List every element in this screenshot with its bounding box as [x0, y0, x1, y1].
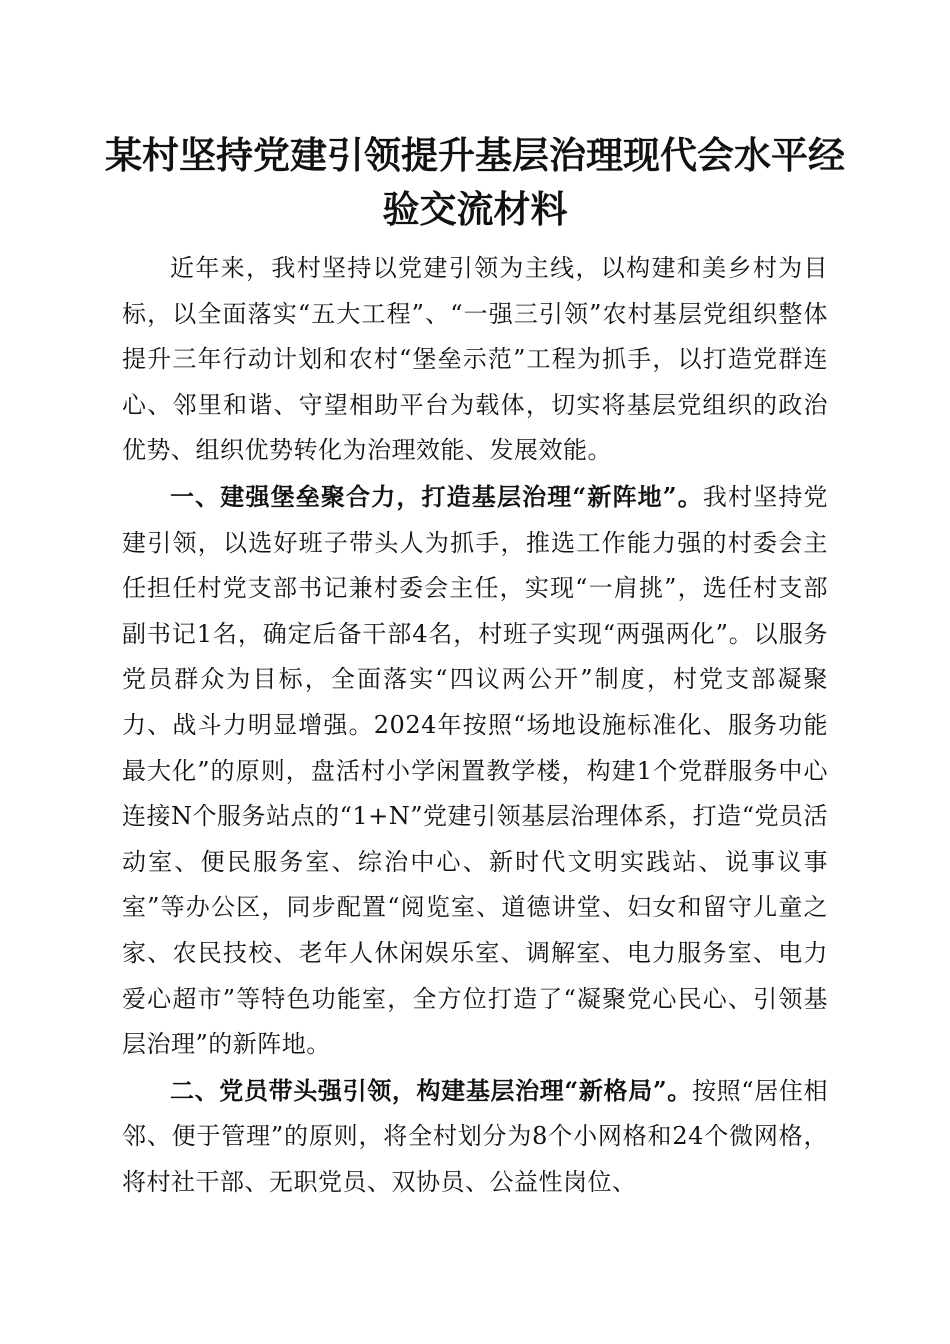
document-body — [122, 246, 828, 1205]
paragraph-section-1 — [122, 474, 828, 1068]
paragraph-intro-text: 近年来，我村坚持以党建引领为主线，以构建和美乡村为目标，以全面落实“五大工程”、“一强三引领”农村基层党组织整体提升三年行动计划和农村“堡垒示范”工程为抓手，以打造党群连心、邻里和谐、守望相助平台为载体，切实将基层党组织的政治优势、组织优势转化为治理效能、发展效能。 — [122, 254, 828, 465]
paragraph-intro — [122, 246, 828, 474]
section-1-heading: 一、建强堡垒聚合力，打造基层治理“新阵地”。 — [170, 481, 703, 511]
section-2-heading: 二、党员带头强引领，构建基层治理“新格局”。 — [170, 1075, 692, 1105]
section-2-text: 按照“居住相邻、便于管理”的原则，将全村划分为8个小网格和24个微网格，将村社干部、无职党员、双协员、公益性岗位、 — [122, 1076, 828, 1196]
section-1-text: 我村坚持党建引领，以选好班子带头人为抓手，推选工作能力强的村委会主任担任村党支部书记兼村委会主任，实现“一肩挑”，选任村支部副书记1名，确定后备干部4名，村班子实现“两强两化”。以服务党员群众为目标，全面落实“四议两公开”制度，村党支部凝聚力、战斗力明显增强。2024年按照“场地设施标准化、服务功能最大化”的原则，盘活村小学闲置教学楼，构建1个党群服务中心连接N个服务站点的“1+N”党建引领基层治理体系，打造“党员活动室、便民服务室、综治中心、新时代文明实践站、说事议事室”等办公区，同步配置“阅览室、道德讲堂、妇女和留守儿童之家、农民技校、老年人休闲娱乐室、调解室、电力服务室、电力爱心超市”等特色功能室，全方位打造了“凝聚党心民心、引领基层治理”的新阵地。 — [122, 482, 829, 1059]
document-title: 某村坚持党建引领提升基层治理现代会水平经验交流材料 — [105, 133, 845, 231]
paragraph-section-2 — [122, 1068, 828, 1206]
